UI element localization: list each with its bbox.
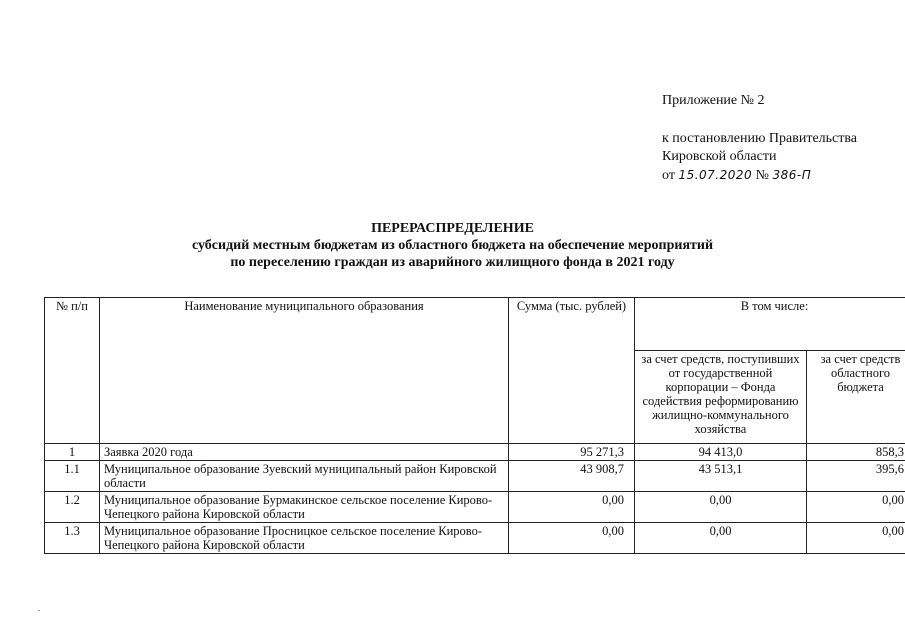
table-row: [45, 523, 905, 554]
appendix-line-2: Кировской области: [662, 149, 777, 164]
cell-fund: 94 413,0: [635, 444, 807, 461]
document-title: [0, 220, 905, 271]
title-line-1: ПЕРЕРАСПРЕДЕЛЕНИЕ: [371, 221, 534, 236]
cell-fund: 0,00: [635, 492, 807, 523]
table-row: [45, 444, 905, 461]
table-row: [45, 492, 905, 523]
scan-speck: [38, 610, 40, 611]
cell-regional: 0,00: [807, 523, 905, 554]
header-num: № п/п: [45, 298, 100, 444]
cell-num: 1.3: [45, 523, 100, 554]
cell-sum: 95 271,3: [509, 444, 635, 461]
header-fund: за счет средств, поступивших от государственной корпорации – Фонда содействия реформированию жилищно-коммунального хозяйства: [635, 351, 807, 444]
number-sign: №: [755, 168, 770, 183]
appendix-title: Приложение № 2: [662, 93, 765, 108]
handwritten-date: 15.07.2020: [678, 168, 753, 182]
header-including: В том числе:: [635, 298, 905, 351]
cell-name: Муниципальное образование Бурмакинское сельское поселение Кирово-Чепецкого района Кировской области: [100, 492, 509, 523]
cell-fund: 43 513,1: [635, 461, 807, 492]
appendix-block: [662, 92, 857, 185]
header-regional: за счет средств областного бюджета: [807, 351, 905, 444]
handwritten-number: 386-П: [772, 168, 812, 182]
cell-num: 1: [45, 444, 100, 461]
cell-regional: 858,3: [807, 444, 905, 461]
subsidy-table: [44, 297, 905, 554]
cell-regional: 0,00: [807, 492, 905, 523]
cell-num: 1.2: [45, 492, 100, 523]
cell-num: 1.1: [45, 461, 100, 492]
cell-sum: 43 908,7: [509, 461, 635, 492]
date-prefix: от: [662, 168, 675, 183]
cell-name: Муниципальное образование Зуевский муниципальный район Кировской области: [100, 461, 509, 492]
cell-name: Муниципальное образование Просницкое сельское поселение Кирово-Чепецкого района Кировской области: [100, 523, 509, 554]
cell-name: Заявка 2020 года: [100, 444, 509, 461]
cell-regional: 395,6: [807, 461, 905, 492]
cell-sum: 0,00: [509, 492, 635, 523]
appendix-date-line: [662, 166, 857, 185]
header-sum: Сумма (тыс. рублей): [509, 298, 635, 444]
cell-fund: 0,00: [635, 523, 807, 554]
table-row: [45, 461, 905, 492]
appendix-line-1: к постановлению Правительства: [662, 131, 858, 146]
table-header-row: [45, 298, 905, 351]
cell-sum: 0,00: [509, 523, 635, 554]
title-line-3: по переселению граждан из аварийного жилищного фонда в 2021 году: [230, 255, 675, 270]
header-name: Наименование муниципального образования: [100, 298, 509, 444]
title-line-2: субсидий местным бюджетам из областного бюджета на обеспечение мероприятий: [191, 238, 714, 253]
